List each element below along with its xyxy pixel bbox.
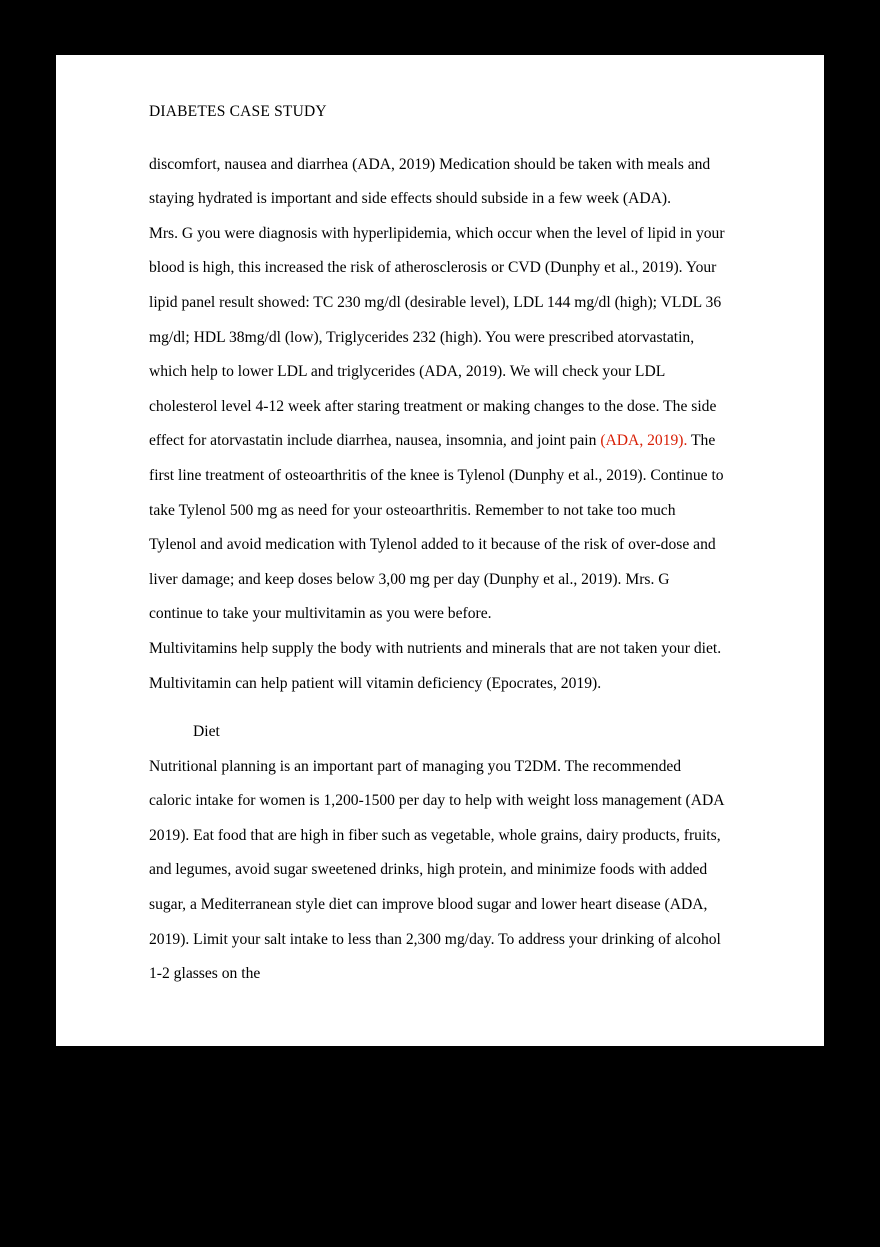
- page-content: [149, 103, 726, 992]
- paragraph-diet: [149, 750, 726, 992]
- paragraph-hyperlipidemia: [149, 217, 726, 632]
- paragraph-text-part-2: The first line treatment of osteoarthritis of the knee is Tylenol (Dunphy et al., 2019). Continue to take Tylenol 500 mg as need for your osteoarthritis. Remember to not take too much Tylenol and avoid medication with Tylenol added to it because of the risk of over-dose and liver damage; and keep doses below 3,00 mg per day (Dunphy et al., 2019). Mrs. G continue to take your multivitamin as you were before.: [149, 432, 724, 623]
- paragraph-spacer: [149, 701, 726, 715]
- paragraph-text: discomfort, nausea and diarrhea (ADA, 2019) Medication should be taken with meals and staying hydrated is important and side effects should subside in a few week (ADA).: [149, 155, 711, 208]
- citation-highlight: (ADA, 2019).: [600, 432, 688, 450]
- paragraph-text-part-1: Mrs. G you were diagnosis with hyperlipidemia, which occur when the level of lipid in your blood is high, this increased the risk of atherosclerosis or CVD (Dunphy et al., 2019). Your lipid panel result showed: TC 230 mg/dl (desirable level), LDL 144 mg/dl (high); VLDL 36 mg/dl; HDL 38mg/dl (low), Triglycerides 232 (high). You were prescribed atorvastatin, which help to lower LDL and triglycerides (ADA, 2019). We will check your LDL cholesterol level 4-12 week after staring treatment or making changes to the dose. The side effect for atorvastatin include diarrhea, nausea, insomnia, and joint pain: [149, 224, 725, 450]
- paragraph-medication: [149, 148, 726, 217]
- paragraph-text: Nutritional planning is an important part of managing you T2DM. The recommended caloric intake for women is 1,200-1500 per day to help with weight loss management (ADA 2019). Eat food that are high in fiber such as vegetable, whole grains, dairy products, fruits, and legumes, avoid sugar sweetened drinks, high protein, and minimize foods with added sugar, a Mediterranean style diet can improve blood sugar and lower heart disease (ADA, 2019). Limit your salt intake to less than 2,300 mg/day. To address your drinking of alcohol 1-2 glasses on the: [149, 757, 724, 983]
- document-page: [56, 55, 824, 1046]
- paragraph-text: Multivitamins help supply the body with nutrients and minerals that are not taken your diet. Multivitamin can help patient will vitamin deficiency (Epocrates, 2019).: [149, 639, 722, 692]
- running-head: DIABETES CASE STUDY: [149, 103, 327, 120]
- section-heading-diet: Diet: [193, 723, 220, 741]
- paragraph-multivitamin: [149, 632, 726, 701]
